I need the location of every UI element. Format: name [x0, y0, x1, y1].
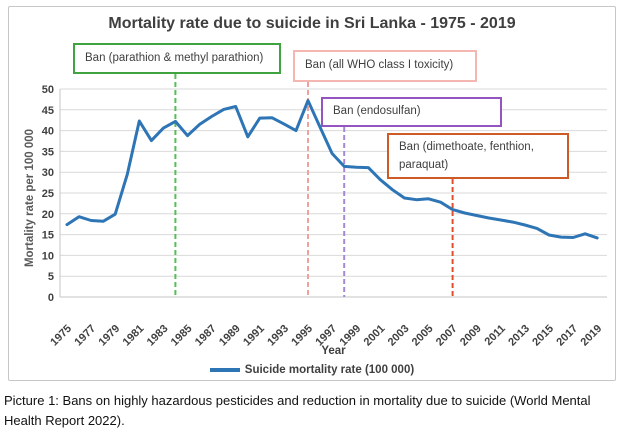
svg-text:1999: 1999 — [337, 322, 364, 349]
svg-text:1975: 1975 — [48, 322, 75, 349]
svg-text:2019: 2019 — [578, 322, 605, 349]
svg-text:15: 15 — [41, 229, 54, 242]
svg-text:2013: 2013 — [506, 322, 533, 349]
svg-text:1987: 1987 — [192, 322, 219, 349]
x-axis-title: Year — [321, 345, 346, 357]
svg-text:2015: 2015 — [530, 322, 557, 349]
svg-text:2007: 2007 — [433, 322, 460, 349]
svg-text:2005: 2005 — [409, 322, 436, 349]
svg-text:1991: 1991 — [241, 322, 267, 349]
annotation-label: Ban (parathion & methyl parathion) — [85, 51, 264, 64]
svg-text:1997: 1997 — [313, 322, 340, 349]
svg-text:2003: 2003 — [385, 322, 412, 349]
svg-text:1985: 1985 — [168, 322, 195, 349]
legend-label: Suicide mortality rate (100 000) — [244, 364, 415, 376]
svg-text:1981: 1981 — [120, 322, 147, 349]
svg-text:20: 20 — [41, 208, 54, 221]
svg-text:2001: 2001 — [361, 322, 388, 349]
chart-title: Mortality rate due to suicide in Sri Lanka - 1975 - 2019 — [108, 15, 516, 32]
annotation-label: Ban (endosulfan) — [333, 105, 421, 118]
figure-caption: Picture 1: Bans on highly hazardous pesticides and reduction in mortality due to suicide (World Mental Health Report 2022). — [4, 393, 591, 428]
legend — [9, 364, 615, 376]
y-axis-title: Mortality rate per 100 000 — [24, 128, 36, 268]
svg-text:0: 0 — [47, 292, 54, 304]
svg-text:1989: 1989 — [217, 322, 243, 349]
annotation-ban-parathion — [73, 43, 281, 74]
svg-text:40: 40 — [41, 125, 54, 138]
svg-text:35: 35 — [41, 146, 54, 159]
svg-text:2017: 2017 — [554, 322, 581, 349]
svg-text:25: 25 — [41, 188, 54, 200]
svg-text:2011: 2011 — [482, 322, 508, 349]
svg-text:50: 50 — [41, 84, 54, 96]
svg-text:30: 30 — [41, 167, 54, 180]
annotation-label: Ban (dimethoate, fenthion, paraquat) — [399, 141, 534, 171]
svg-text:45: 45 — [41, 104, 54, 117]
annotation-ban-who-class-1 — [293, 50, 477, 82]
svg-text:2009: 2009 — [458, 322, 484, 349]
svg-text:1977: 1977 — [72, 322, 99, 349]
svg-text:1979: 1979 — [96, 322, 123, 349]
svg-text:1995: 1995 — [289, 322, 316, 349]
svg-text:1983: 1983 — [144, 322, 171, 349]
svg-text:1993: 1993 — [265, 322, 292, 349]
annotation-label: Ban (all WHO class I toxicity) — [305, 59, 454, 72]
chart-figure — [8, 6, 616, 381]
y-axis-ticks — [42, 84, 54, 304]
legend-line-swatch — [210, 368, 240, 372]
svg-text:10: 10 — [41, 250, 54, 263]
annotation-ban-endosulfan — [321, 97, 502, 127]
svg-text:5: 5 — [47, 271, 54, 284]
annotation-ban-dimethoate — [387, 133, 569, 179]
